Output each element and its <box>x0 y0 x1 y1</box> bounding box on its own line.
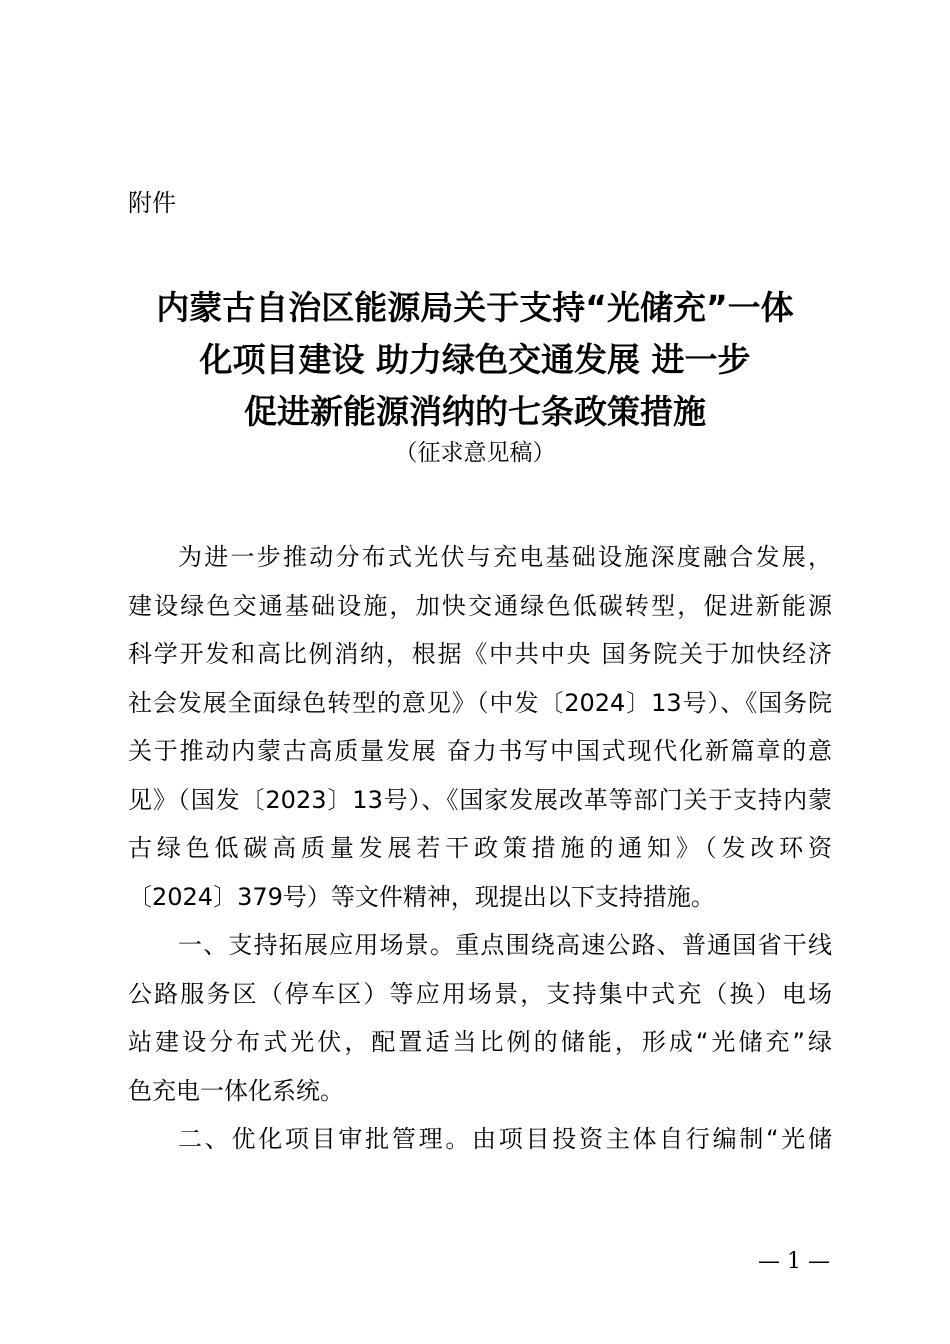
document-body <box>128 533 832 1164</box>
text-line: 二、优化项目审批管理。由项目投资主体自行编制“光储 <box>178 1125 832 1153</box>
text-line: 社会发展全面绿色转型的意见》（中发〔2024〕13号）、《国务院 <box>128 688 832 717</box>
document-title <box>0 282 950 438</box>
title-line: 内蒙古自治区能源局关于支持“光储充”一体 <box>156 288 794 327</box>
text-line: 古绿色低碳高质量发展若干政策措施的通知》（发改环资 <box>128 834 832 862</box>
text-line: 色充电一体化系统。 <box>128 1076 344 1105</box>
title-line: 促进新能源消纳的七条政策措施 <box>244 392 706 431</box>
document-subtitle: （征求意见稿） <box>394 440 556 466</box>
text-line: 站建设分布式光伏，配置适当比例的储能，形成“光储充”绿 <box>128 1028 832 1056</box>
text-line: 一、支持拓展应用场景。重点围绕高速公路、普通国省干线 <box>178 931 832 959</box>
page-number: — 1 — <box>758 1249 830 1274</box>
text-line: 公路服务区（停车区）等应用场景，支持集中式充（换）电场 <box>128 979 832 1008</box>
text-line: 关于推动内蒙古高质量发展 奋力书写中国式现代化新篇章的意 <box>128 737 832 765</box>
paragraph-1 <box>128 533 832 921</box>
paragraph-3 <box>128 1115 832 1164</box>
text-line: 科学开发和高比例消纳，根据《中共中央 国务院关于加快经济 <box>128 640 832 668</box>
paragraph-2 <box>128 921 832 1115</box>
text-line: 建设绿色交通基础设施，加快交通绿色低碳转型，促进新能源 <box>128 591 832 620</box>
attachment-label: 附件 <box>128 189 176 217</box>
text-line: 为进一步推动分布式光伏与充电基础设施深度融合发展， <box>178 543 832 571</box>
title-line: 化项目建设 助力绿色交通发展 进一步 <box>199 340 751 379</box>
text-line: 见》（国发〔2023〕13号）、《国家发展改革等部门关于支持内蒙 <box>128 785 832 814</box>
text-line: 〔2024〕379号）等文件精神，现提出以下支持措施。 <box>128 882 715 911</box>
